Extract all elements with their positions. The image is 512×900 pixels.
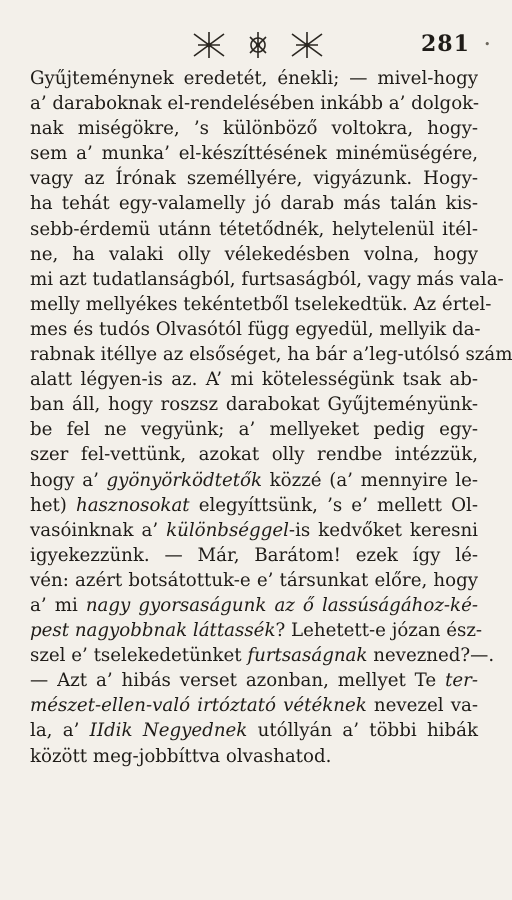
italic-run: ter- <box>445 670 478 692</box>
italic-run: gyönyörködtetők <box>106 469 262 491</box>
text-run: melly mellyékes tekéntetből tselekedtük. Az értel- <box>30 293 492 315</box>
text-line <box>30 191 478 216</box>
text-line <box>30 718 478 743</box>
page-header <box>0 28 502 68</box>
text-run: ne, ha valaki olly vélekedésben volna, hogy <box>30 243 478 265</box>
text-run: utóllyán a’ többi hibák <box>247 720 478 742</box>
text-run: között meg-jobbíttva olvashatod. <box>30 745 332 767</box>
text-run: het) <box>30 494 76 516</box>
italic-run: pest nagyobbnak láttassék <box>30 620 276 642</box>
text-line <box>30 66 478 91</box>
text-run: hogy a’ <box>30 469 107 491</box>
body-text <box>30 66 512 769</box>
text-run: nak miségökre, ’s különböző voltokra, hogy- <box>30 118 478 140</box>
text-run: közzé (a’ mennyire le- <box>262 469 478 491</box>
italic-run: különbséggel <box>166 519 289 541</box>
text-run: vén: azért botsátottuk-e e’ társunkat előre, hogy <box>30 569 478 591</box>
text-run: ? Lehetett-e józan ész- <box>275 620 483 642</box>
text-line <box>30 367 478 392</box>
text-line <box>30 593 478 618</box>
text-run: a’ mi <box>30 594 86 616</box>
text-run: Gyűjteménynek eredetét, énekli; — mivel-hogy <box>30 68 478 89</box>
italic-run: hasznosokat <box>76 494 190 516</box>
text-run: -is kedvőket keresni <box>288 519 478 541</box>
italic-run: mészet-ellen-való irtóztató vétéknek <box>30 695 367 717</box>
text-line <box>30 442 478 467</box>
text-line <box>30 618 483 643</box>
italic-run: furtsaságnak <box>247 645 368 667</box>
text-run: ha tehát egy-valamelly jó darab más talán kis- <box>30 193 478 215</box>
text-line <box>30 141 478 166</box>
text-run: szel e’ tselekedetünket <box>30 645 248 667</box>
text-line <box>30 292 492 317</box>
text-line <box>30 217 478 242</box>
text-line <box>30 568 478 593</box>
text-line <box>30 267 504 292</box>
text-line <box>30 693 478 718</box>
text-line <box>30 468 478 493</box>
text-line <box>30 543 478 568</box>
text-line <box>30 242 478 267</box>
text-line <box>30 116 478 141</box>
text-line <box>30 668 478 693</box>
text-run: sebb-érdemü utánn tétetődnék, helytelenül itél- <box>30 218 478 240</box>
text-line <box>30 166 478 191</box>
text-run: szer fel-vettünk, azokat olly rendbe intézzük, <box>30 444 478 466</box>
text-run: igyekezzünk. — Már, Barátom! ezek így lé- <box>30 544 478 566</box>
text-run: rabnak itéllye az elsőséget, ha bár a’leg-utólsó szám <box>30 344 512 366</box>
text-run: mes és tudós Olvasótól függ egyedül, mellyik da- <box>30 318 481 340</box>
text-run: la, a’ <box>30 720 90 742</box>
text-line <box>30 493 478 518</box>
text-line <box>30 643 495 668</box>
text-run: mi azt tudatlanságból, furtsaságból, vagy más vala- <box>30 268 504 290</box>
text-line <box>30 518 478 543</box>
text-line <box>30 392 478 417</box>
text-run: elegyíttsünk, ’s e’ mellett Ol- <box>189 494 478 516</box>
text-line <box>30 342 512 367</box>
corner-mark: • <box>484 38 491 51</box>
text-run: sem a’ munka’ el-készíttésének minémüségére, <box>30 143 478 165</box>
text-line <box>30 317 481 342</box>
text-line <box>30 417 478 442</box>
text-run: nevezel va- <box>366 695 478 717</box>
text-run: vasóinknak a’ <box>30 519 167 541</box>
text-run: nevezned?—. <box>367 645 495 667</box>
italic-run: IIdik Negyednek <box>89 720 248 742</box>
text-run: a’ daraboknak el-rendelésében inkább a’ dolgok- <box>30 93 479 115</box>
page-number: 281 <box>421 31 470 57</box>
text-run: vagy az Írónak személlyére, vigyázunk. Hogy- <box>30 168 478 190</box>
text-run: ban áll, hogy roszsz darabokat Gyűjteményünk- <box>30 394 478 416</box>
fleuron-ornament-icon <box>184 28 332 62</box>
text-run: alatt légyen-is az. A’ mi kötelességünk tsak ab- <box>30 369 478 391</box>
text-line <box>30 744 478 769</box>
italic-run: nagy gyorsaságunk az ő lassúságához-ké- <box>85 594 478 616</box>
text-line <box>30 91 478 116</box>
text-run: — Azt a’ hibás verset azonban, mellyet Te <box>30 670 446 692</box>
text-run: be fel ne vegyünk; a’ mellyeket pedig egy- <box>30 419 478 441</box>
